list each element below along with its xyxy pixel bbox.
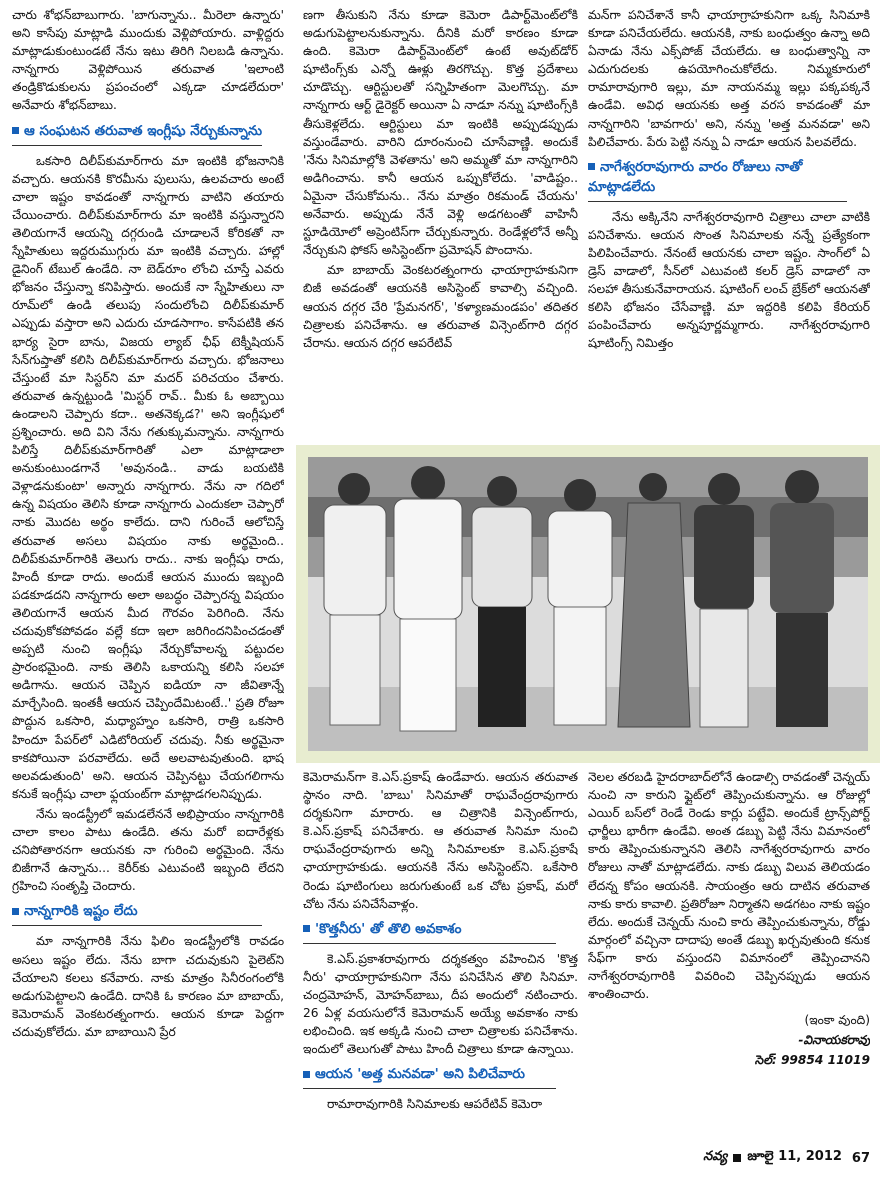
paragraph: రామారావుగారికి సినిమాలకు ఆపరేటివ్ కెమెరా xyxy=(327,1097,542,1112)
bullet-square-icon xyxy=(588,163,595,170)
section-heading-father: నాన్నగారికి ఇష్టం లేదు xyxy=(12,901,284,921)
article-column-2-top xyxy=(303,6,578,442)
bullet-square-icon xyxy=(303,925,310,932)
author-name: -వినాయకరావు xyxy=(798,1033,870,1048)
paragraph: ణగా తీసుకుని నేను కూడా కెమెరా డిపార్ట్‌మెంట్‌లోకి అడుగుపెట్టాలనుకున్నాను. దీనికి మరో కారణం కూడా ఉంది. కెమెరా డిపార్ట్‌మెంట్‌లో ఉంటే అవుట్‌డోర్ షూటింగ్స్‌కు ఎన్నో ఊళ్లు తిరగొచ్చు. కొత్త ప్రదేశాలు చూడొచ్చు. ఆర్టిస్టులతో సన్నిహితంగా మెలగొచ్చు. మా నాన్నగారు ఆర్ట్ డైరెక్టర్ అయినా ఏ నాడూ నన్ను షూటింగ్స్‌కి తీసుకెళ్లలేదు. ఆర్టిస్టులు మా ఇంటికి అప్పుడప్పుడు వస్తుండేవారు. వారిని దూరంనుంచి చూసేవాణ్ణి. అందుకే 'నేను సినిమాల్లోకి వెళతాను' అని అమ్మతో మా నాన్నగారిని అడిగించాను. కానీ ఆయన ఒప్పుకోలేదు. 'వాడిష్టం.. ఏమైనా చేసుకోమను.. నేను మాత్రం రికమండ్ చేయను' అనేవారు. అప్పుడు నేనే వెళ్లి అడగటంతో వాహినీ స్టూడియోలో అప్రెంటిస్‌గా చేర్చుకున్నారు. రెండేళ్లలోనే అన్నీ నేర్చుకుని ఫోకస్ అసిస్టెంట్‌గా ప్రమోషన్ పొందాను. xyxy=(303,8,578,258)
heading-divider xyxy=(12,925,262,926)
photo-image xyxy=(308,457,868,751)
article-column-1 xyxy=(12,6,284,1164)
page-number: 67 xyxy=(851,1150,870,1166)
footer-square-icon xyxy=(733,1154,741,1162)
paragraph: మా నాన్నగారికి నేను ఫిలిం ఇండస్ట్రీలోకి రావడం అసలు ఇష్టం లేదు. నేను బాగా చదువుకుని పైలెట్‌ని చేయాలని కలలు కనేవారు. నాకు మాత్రం సినీరంగంలోకి అడుగుపెట్టాలని ఉండేది. దానికి ఓ కారణం మా బాబాయ్, కెమెరామన్ వెంకటరత్నంగారు. ఆయన కూడా పెద్దగా చదువుకోలేదు. మా బాబాయిని ప్రేర xyxy=(12,934,284,1039)
paragraph: మా బాబాయ్ వెంకటరత్నంగారు ఛాయాగ్రాహకునిగా బిజీ అవడంతో ఆయనకి అసిస్టెంట్ కావాల్సి వచ్చింది. ఆయన దగ్గర చేరి 'ప్రేమనగర్', 'కళ్యాణమండపం' తదితర చిత్రాలకు పనిచేశాను. ఆ తరువాత విన్సెంట్‌గారి దగ్గర చేరాను. ఆయన దగ్గర ఆపరేటివ్ xyxy=(303,263,578,350)
heading-divider xyxy=(588,201,847,202)
heading-divider xyxy=(303,943,556,944)
article-column-3-top xyxy=(588,6,870,442)
heading-divider xyxy=(12,145,262,146)
heading-divider xyxy=(303,1088,556,1089)
paragraph: కె.ఎస్.ప్రకాశరావుగారు దర్శకత్వం వహించిన 'కొత్త నీరు' ఛాయాగ్రాహకునిగా నేను పనిచేసిన తొలి సినిమా. చంద్రమోహన్, మోహన్‌బాబు, దీప అందులో నటించారు. 26 ఏళ్ల వయసులోనే కెమెరామన్ అయ్యే అవకాశం నాకు లభించింది. ఇక అక్కడి నుంచి చాలా చిత్రాలకు పనిచేశాను. ఇందులో తెలుగుతో పాటు హిందీ చిత్రాలు కూడా ఉన్నాయి. xyxy=(303,951,578,1057)
paragraph: నెలల తరబడి హైదరాబాద్‌లోనే ఉండాల్సి రావడంతో చెన్నయ్ నుంచి నా కారుని ఫ్లైట్‌లో తెప్పించుకున్నాను. ఆ రోజుల్లో ఎయిర్ బస్‌లో రెండే రెండు కార్లు పట్టేవి. అందుకే ట్రాన్స్‌పోర్ట్ ఛార్జీలు భారీగా ఉండేవి. అంత డబ్బు పెట్టి నేను విమానంలో కారు తెప్పించుకున్నానని తెలిసి నాగేశ్వరరావుగారు వారం రోజులు నాతో మాట్లాడలేదు. నాకు డబ్బు విలువ తెలియడం లేదన్న కోపం ఆయనకి. సాయంత్రం ఆరు దాటిన తరువాత నాకు కారు కావాలి. ప్రతిరోజూ నిర్మాతని అడగటం నాకు ఇష్టం లేదు. అందుకే చెన్నయ్ నుంచి కారు తెప్పించుకున్నాను, రోడ్డు మార్గంలో వచ్చినా దాదాపు అంతే డబ్బు ఖర్చవుతుంది కనుక సేఫ్‌గా కారు వస్తుందని విమానంలో తెప్పించానని నాగేశ్వరరావుగారికి వివరించి చెప్పినప్పుడు ఆయన శాంతించారు. xyxy=(588,770,870,1002)
author-phone: సెల్: 99854 11019 xyxy=(754,1053,870,1068)
bullet-square-icon xyxy=(12,908,19,915)
paragraph: కెమెరామన్‌గా కె.ఎస్.ప్రకాష్ ఉండేవారు. ఆయన తరువాత స్థానం నాది. 'బాబు' సినిమాతో రాఘవేంద్రరావుగారు దర్శకునిగా మారారు. ఆ చిత్రానికి విన్సెంట్‌గారు, కె.ఎస్.ప్రకాష్ పనిచేశారు. ఆ తరువాత సినిమా నుంచి రాఘవేంద్రరావుగారు అన్ని సినిమాలకూ కె.ఎస్.ప్రకాషే ఛాయాగ్రాహకుడు. ఆయనకి నేను అసిస్టెంట్‌ని. ఒకేసారి రెండు షూటింగులు జరుగుతుంటే ఒక చోట ప్రకాష్, మరో చోట నేను పనిచేసేవాళ్లం. xyxy=(303,770,578,911)
section-heading-nageswararao: నాగేశ్వరరావుగారు వారం రోజులు నాతో మాట్లాడలేదు xyxy=(588,158,803,195)
paragraph: ఒకసారి దిలీప్‌కుమార్‌గారు మా ఇంటికి భోజనానికి వచ్చారు. ఆయనకి కొరమీను పులుసు, ఉలవచారు అంటే చాలా ఇష్టం కావడంతో నాన్నగారు వాటిని తయారు చేయించారు. దిలీప్‌కుమార్‌గారు మా ఇంటికి వస్తున్నారని తెలియగానే ఆయన్ని దగ్గరుండి చూడాలనే కోరికతో నా స్నేహితులు ఇద్దరుముగ్గురు మా ఇంటికి వచ్చారు. హాల్లో డైనింగ్ టేబుల్ ఉండేది. నా బెడ్‌రూం లోంచి చూస్తే ఎవరు భోజనం చేస్తున్నా కనిపిస్తారు. అందుకే నా స్నేహితులు నా రూమ్‌లో ఉండి తలుపు సందులోంచి దిలీప్‌కుమార్ ఎప్పుడు వస్తారా అని ఎదురు చూడసాగాం. కాసేపటికి తన భార్య సైరా బాను, విజయ ల్యాబ్ ఛీఫ్ టెక్నీషియన్ సేన్‌గుప్తాతో కలిసి దిలీప్‌కుమార్‌గారు వచ్చారు. భోజనాలు చేస్తుంటే మా సిస్టర్‌ని మా మదర్ పరిచయం చేశారు. తరువాత ఉన్నట్టుండి 'మిస్టర్ రావ్.. మీకు ఓ అబ్బాయి ఉండాలని చెప్పారు కదా.. అతనెక్కడ?' అని ఇంగ్లీషులో ప్రశ్నించారు. అది విని నేను గతుక్కుమన్నాను. నాన్నగారు పిలిస్తే దిలీప్‌కుమార్‌గారితో ఎలా మాట్లాడాలా అనుకుంటుండగానే 'అవునండి.. వాడు బయటికి వెళ్లాడనుకుంటా' అన్నారు నాన్నగారు. నేను నా గదిలో ఉన్న విషయం తెలిసి కూడా నాన్నగారు ఎందుకలా చెప్పారో నాకు మొదట అర్థం కాలేదు. దాని గురించే ఆలోచిస్తే తరువాత అసలు విషయం నాకు అర్థమైంది.. దిలీప్‌కుమార్‌గారికి తెలుగు రాదు.. నాకు ఇంగ్లీషు రాదు, హిందీ కూడా రాదు. అందుకే ఆయన ముందు ఇబ్బంది పడకూడదని నాన్నగారు అలా అబద్ధం చెప్పారన్న విషయం తెలియగానే ఆయన మీద గౌరవం పెరిగింది. నేను చదువుకోకపోవడం వల్లే కదా ఇలా జరిగిందనిపించడంతో అప్పటి నుంచి ఇంగ్లీషు నేర్చుకోవాలన్న పట్టుదల ప్రారంభమైంది. నాకు తెలిసి ఒకాయన్ని కలిసి సలహా అడిగాను. ఆయన చెప్పిన ఐడియా నా జీవితాన్నే మార్చేసింది. ఇంతకీ ఆయన చెప్పిందేమిటంటే..' ప్రతి రోజూ పొద్దున ఒకసారి, మధ్యాహ్నం ఒకసారి, రాత్రి ఒకసారి హిందూ పేపర్‌లో ఎడిటోరియల్ చదువు. నీకు అర్థమైనా కాకపోయినా పరవాలేదు. అదే అలవాటవుతుంది. భాష అలవడుతుంది' అని. ఆయన చెప్పినట్టు చేయగలిగాను కనుకే ఇంగ్లీషు చాలా ఫ్లయంట్‌గా మాట్లాడగలనిప్పుడు. xyxy=(12,153,284,801)
article-column-3-bottom xyxy=(588,768,870,1140)
issue-date: జూలై 11, 2012 xyxy=(747,1149,842,1164)
magazine-name: నవ్య xyxy=(703,1149,728,1164)
paragraph: నేను అక్కినేని నాగేశ్వరరావుగారి చిత్రాలు చాలా వాటికి పనిచేశాను. ఆయన సొంత సినిమాలకు నన్నే ప్రత్యేకంగా పిలిపించేవారు. నేనంటే ఆయనకు చాలా ఇష్టం. సాంగ్‌లో ఏ డ్రెస్ వాడాలో, సీన్‌లో ఎటువంటి కలర్ డ్రెస్ వాడాలో నా సలహా తీసుకునేవారాయన. షూటింగ్ లంచ్ బ్రేక్‌లో ఆయనతో కలిసి భోజనం చేసేవాణ్ణి. మా ఇద్దరికి కలిపి కేరియర్ పంపించేవారు అన్నపూర్ణమ్మగారు. నాగేశ్వరరావుగారి షూటింగ్స్ నిమిత్తం xyxy=(588,209,870,351)
bullet-square-icon xyxy=(12,127,19,134)
section-heading-kotthaneeru: 'కొత్తనీరు' తో తొలి అవకాశం xyxy=(303,919,578,939)
group-photo xyxy=(296,445,880,763)
page-footer xyxy=(12,1146,870,1170)
section-heading-english: ఆ సంఘటన తరువాత ఇంగ్లీషు నేర్చుకున్నాను xyxy=(12,121,284,141)
paragraph: మన్‌గా పనిచేశానే కానీ ఛాయాగ్రాహకునిగా ఒక్క సినిమాకి కూడా పనిచేయలేదు. ఆయనకి, నాకు బంధుత్వం ఉన్నా అది ఏనాడు నేను ఎక్స్‌పోజ్ చేయలేదు. ఆ బంధుత్వాన్ని నా ఎదుగుదలకు ఉపయోగించుకోలేదు. నిమ్మకూరులో రామారావుగారి ఇల్లు, మా నాయనమ్మ ఇల్లు పక్కపక్కనే ఉండేవి. అవిధ ఆయనకు అత్త వరస కావడంతో మా నాన్నగారిని 'బావగారు' అని, నన్ను 'అత్త మనవడా' అని పిలిచేవారు. పేరు పెట్టి నన్ను ఏ నాడూ ఆయన పిలవలేదు. xyxy=(588,8,870,149)
section-heading-atta-manavada: ఆయన 'అత్త మనవడా' అని పిలిచేవారు xyxy=(303,1064,578,1084)
bullet-square-icon xyxy=(303,1071,310,1078)
continued-note: (ఇంకా వుంది) xyxy=(804,1013,870,1028)
paragraph: నేను ఇండస్ట్రీలో ఇమడలేననే అభిప్రాయం నాన్నగారికి చాలా కాలం పాటు ఉండేది. తను మరో ఐదారేళ్లకు చనిపోతారనగా ఆయనకు నా గురించి అర్థమైంది. నేను బిజీగానే ఉన్నాను... కెరీర్‌కు ఎటువంటి ఇబ్బంది లేదని గ్రహించి సంతృప్తి చెందారు. xyxy=(12,806,284,894)
paragraph: చారు శోభన్‌బాబుగారు. 'బాగున్నాను.. మీరెలా ఉన్నారు' అని కాసేపు మాట్లాడి ముందుకు వెళ్లిపోయారు. వాళ్లిద్దరు మాట్లాడుకుంటుండటే నేను ఇటు తిరిగి నిలబడి ఉన్నాను. నాన్నగారు వెళ్లిపోయిన తరువాత 'ఇలాంటి తండ్రికొడుకులను ప్రపంచంలో ఎక్కడా చూడలేదురా' అనేవారు శోభన్‌బాబు. xyxy=(12,8,284,113)
article-column-2-bottom xyxy=(303,768,578,1140)
